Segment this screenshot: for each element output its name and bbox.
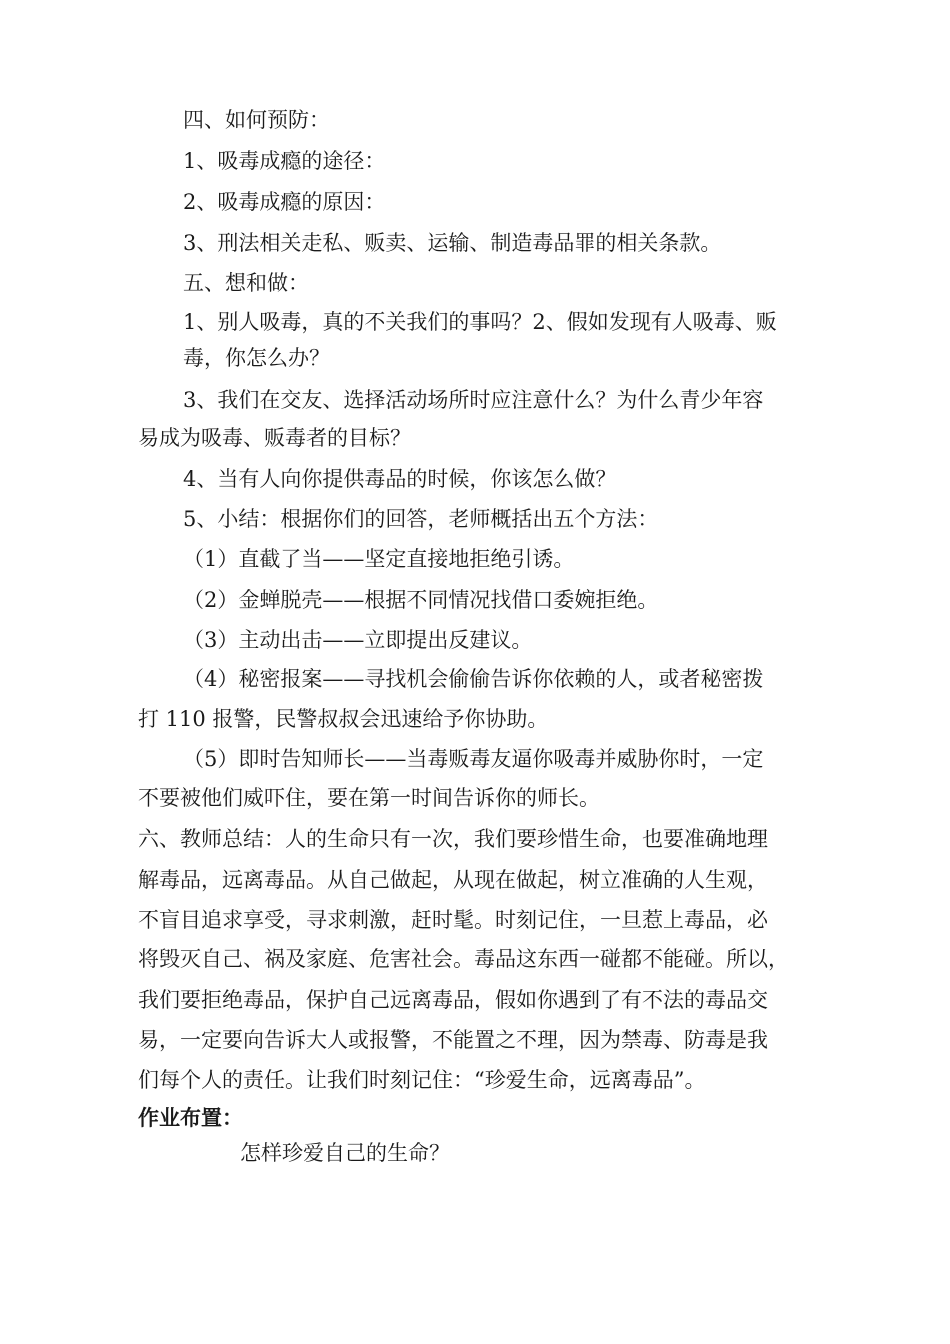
teacher-summary-line-6: 易，一定要向告诉大人或报警，不能置之不理，因为禁毒、防毒是我: [138, 1028, 768, 1052]
question-3-line-2: 易成为吸毒、贩毒者的目标？: [138, 426, 411, 450]
teacher-summary-line-4: 将毁灭自己、祸及家庭、危害社会。毒品这东西一碰都不能碰。所以，: [138, 947, 789, 971]
method-4-line-2: 打 110 报警，民警叔叔会迅速给予你协助。: [138, 707, 549, 731]
question-3-line-1: 3、我们在交友、选择活动场所时应注意什么？为什么青少年容: [183, 388, 764, 412]
teacher-summary-line-1: 六、教师总结：人的生命只有一次，我们要珍惜生命，也要准确地理: [138, 827, 768, 851]
method-5-line-2: 不要被他们威吓住，要在第一时间告诉你的师长。: [138, 786, 600, 810]
method-1: （1）直截了当——坚定直接地拒绝引诱。: [183, 547, 575, 571]
section-4-title: 四、如何预防：: [183, 108, 330, 132]
section-4-item-1: 1、吸毒成瘾的途径：: [183, 149, 386, 173]
method-2: （2）金蝉脱壳——根据不同情况找借口委婉拒绝。: [183, 588, 659, 612]
question-5-summary: 5、小结：根据你们的回答，老师概括出五个方法：: [183, 507, 659, 531]
teacher-summary-line-2: 解毒品，远离毒品。从自己做起，从现在做起，树立准确的人生观，: [138, 868, 768, 892]
homework-title: 作业布置：: [138, 1106, 243, 1130]
method-4-line-1: （4）秘密报案——寻找机会偷偷告诉你依赖的人，或者秘密拨: [183, 667, 764, 691]
question-1-line-1: 1、别人吸毒，真的不关我们的事吗？2、假如发现有人吸毒、贩: [183, 310, 777, 334]
method-5-line-1: （5）即时告知师长——当毒贩毒友逼你吸毒并威胁你时，一定: [183, 747, 764, 771]
teacher-summary-line-7: 们每个人的责任。让我们时刻记住：“珍爱生命，远离毒品”。: [138, 1068, 706, 1092]
teacher-summary-line-5: 我们要拒绝毒品，保护自己远离毒品，假如你遇到了有不法的毒品交: [138, 988, 768, 1012]
homework-question: 怎样珍爱自己的生命？: [240, 1141, 450, 1165]
section-4-item-3: 3、刑法相关走私、贩卖、运输、制造毒品罪的相关条款。: [183, 231, 722, 255]
section-4-item-2: 2、吸毒成瘾的原因：: [183, 190, 386, 214]
question-1-line-2: 毒，你怎么办？: [183, 346, 330, 370]
section-5-title: 五、想和做：: [183, 271, 309, 295]
question-4: 4、当有人向你提供毒品的时候，你该怎么做？: [183, 467, 617, 491]
method-3: （3）主动出击——立即提出反建议。: [183, 628, 533, 652]
teacher-summary-line-3: 不盲目追求享受，寻求刺激，赶时髦。时刻记住，一旦惹上毒品，必: [138, 908, 768, 932]
